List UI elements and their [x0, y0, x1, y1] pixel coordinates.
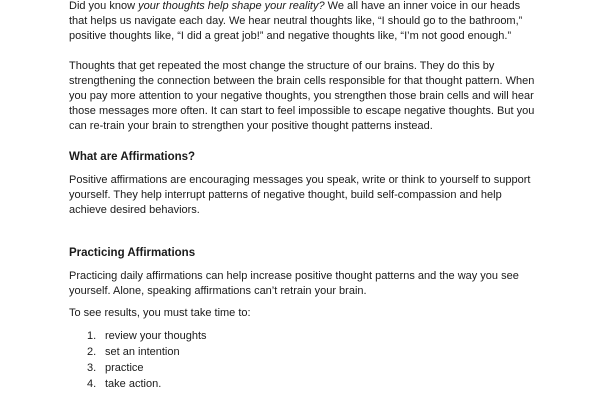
practicing-paragraph: Practicing daily affirmations can help increase positive thought patterns and the way you see yourself. Alone, speaking affirmations can’t retrain your brain.: [69, 270, 519, 297]
list-item-text: review your thoughts: [105, 330, 207, 342]
steps-list: [87, 328, 207, 392]
practicing-affirmations-heading: Practicing Affirmations: [69, 247, 196, 259]
what-are-affirmations-heading: What are Affirmations?: [69, 151, 196, 163]
list-item: [87, 344, 207, 360]
list-item-text: take action.: [105, 378, 162, 390]
intro-rest: We all have an inner voice in our heads that helps us navigate each day. We hear neutral thoughts like, “I should go to the bathroom,” positive thoughts like, “I did a great job!” and negative thoughts like, “I’m not good enough.”: [69, 0, 523, 42]
list-item: [87, 376, 207, 392]
intro-emphasis: your thoughts help shape your reality?: [138, 0, 325, 12]
intro-paragraph: [69, 0, 539, 44]
list-item-number: 1.: [87, 330, 97, 342]
intro-lead: Did you know: [69, 0, 139, 12]
list-item-text: practice: [105, 362, 144, 374]
list-item-number: 3.: [87, 362, 97, 374]
list-item-text: set an intention: [105, 346, 180, 358]
affirmations-definition-paragraph: Positive affirmations are encouraging messages you speak, write or think to yourself to support yourself. They help interrupt patterns of negative thought, build self-compassion and help achieve desired behaviors.: [69, 174, 531, 216]
list-item: [87, 328, 207, 344]
steps-lead-in: To see results, you must take time to:: [69, 307, 251, 319]
list-item-number: 4.: [87, 378, 97, 390]
list-item-number: 2.: [87, 346, 97, 358]
list-item: [87, 360, 207, 376]
brain-structure-paragraph: Thoughts that get repeated the most change the structure of our brains. They do this by strengthening the connection between the brain cells responsible for that thought pattern. When you pay more attention to your negative thoughts, you strengthen those brain cells and will hear those messages more often. It can start to feel impossible to escape negative thoughts. But you can re-train your brain to strengthen your positive thought patterns instead.: [69, 60, 535, 132]
